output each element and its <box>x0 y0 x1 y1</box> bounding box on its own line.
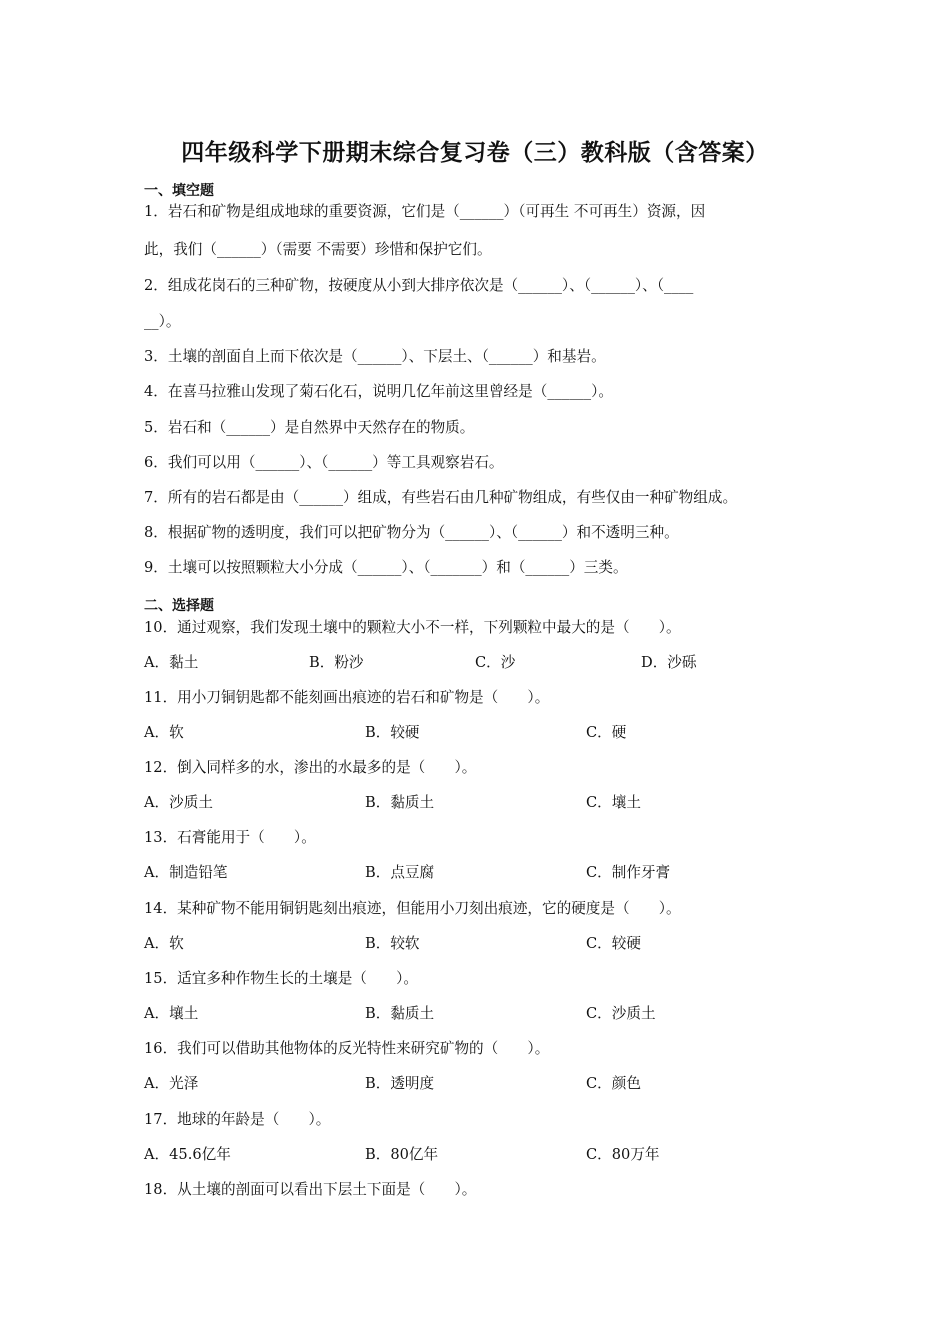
q11-option-c: C．硬 <box>586 724 627 741</box>
q17-option-c: C．80万年 <box>586 1146 660 1163</box>
q14-option-b: B．较软 <box>365 935 420 952</box>
fill-line-1a: 1．岩石和矿物是组成地球的重要资源，它们是（______）（可再生 不可再生）资源，因 <box>144 203 706 220</box>
q14-option-c: C．较硬 <box>586 935 641 952</box>
fill-line-1b: 此，我们（______）（需要 不需要）珍惜和保护它们。 <box>144 241 492 258</box>
fill-line-3: 3．土壤的剖面自上而下依次是（______）、下层土、（______）和基岩。 <box>144 348 606 365</box>
q10-option-b: B．粉沙 <box>309 654 364 671</box>
fill-line-8: 8．根据矿物的透明度，我们可以把矿物分为（______）、（______）和不透明三种。 <box>144 524 679 541</box>
q15-option-c: C．沙质土 <box>586 1005 656 1022</box>
q11-option-a: A．软 <box>144 724 184 741</box>
question-12: 12．倒入同样多的水，渗出的水最多的是（ ）。 <box>144 759 477 776</box>
q13-option-b: B．点豆腐 <box>365 864 435 881</box>
q16-option-b: B．透明度 <box>365 1075 435 1092</box>
fill-line-2b: __）。 <box>144 313 181 330</box>
q15-option-b: B．黏质土 <box>365 1005 435 1022</box>
fill-line-7: 7．所有的岩石都是由（______）组成，有些岩石由几种矿物组成，有些仅由一种矿物组成。 <box>144 489 738 506</box>
section-heading-fill: 一、填空题 <box>144 183 214 199</box>
q13-option-c: C．制作牙膏 <box>586 864 671 881</box>
fill-line-5: 5．岩石和（______）是自然界中天然存在的物质。 <box>144 419 475 436</box>
q11-option-b: B．较硬 <box>365 724 420 741</box>
q15-option-a: A．壤土 <box>144 1005 199 1022</box>
question-13: 13．石膏能用于（ ）。 <box>144 829 316 846</box>
question-10: 10．通过观察，我们发现土壤中的颗粒大小不一样，下列颗粒中最大的是（ ）。 <box>144 619 681 636</box>
q12-option-a: A．沙质土 <box>144 794 213 811</box>
question-11: 11．用小刀铜钥匙都不能刻画出痕迹的岩石和矿物是（ ）。 <box>144 689 550 706</box>
section-heading-choice: 二、选择题 <box>144 598 214 614</box>
page-title: 四年级科学下册期末综合复习卷（三）教科版（含答案） <box>181 140 769 166</box>
q12-option-c: C．壤土 <box>586 794 641 811</box>
q17-option-b: B．80亿年 <box>365 1146 439 1163</box>
question-16: 16．我们可以借助其他物体的反光特性来研究矿物的（ ）。 <box>144 1040 550 1057</box>
q10-option-d: D．沙砾 <box>641 654 697 671</box>
fill-line-4: 4．在喜马拉雅山发现了菊石化石，说明几亿年前这里曾经是（______）。 <box>144 383 613 400</box>
question-14: 14．某种矿物不能用铜钥匙刻出痕迹，但能用小刀刻出痕迹，它的硬度是（ ）。 <box>144 900 681 917</box>
q16-option-c: C．颜色 <box>586 1075 641 1092</box>
fill-line-9: 9．土壤可以按照颗粒大小分成（______）、（_______）和（______）三类。 <box>144 559 628 576</box>
q17-option-a: A．45.6亿年 <box>144 1146 231 1163</box>
question-18: 18．从土壤的剖面可以看出下层土下面是（ ）。 <box>144 1181 477 1198</box>
question-15: 15．适宜多种作物生长的土壤是（ ）。 <box>144 970 418 987</box>
question-17: 17．地球的年龄是（ ）。 <box>144 1111 331 1128</box>
q16-option-a: A．光泽 <box>144 1075 199 1092</box>
q14-option-a: A．软 <box>144 935 184 952</box>
q12-option-b: B．黏质土 <box>365 794 435 811</box>
q10-option-a: A．黏土 <box>144 654 199 671</box>
q10-option-c: C．沙 <box>475 654 516 671</box>
fill-line-6: 6．我们可以用（______）、（______）等工具观察岩石。 <box>144 454 504 471</box>
fill-line-2a: 2．组成花岗石的三种矿物，按硬度从小到大排序依次是（______）、（______）、（____ <box>144 277 694 294</box>
q13-option-a: A．制造铅笔 <box>144 864 228 881</box>
